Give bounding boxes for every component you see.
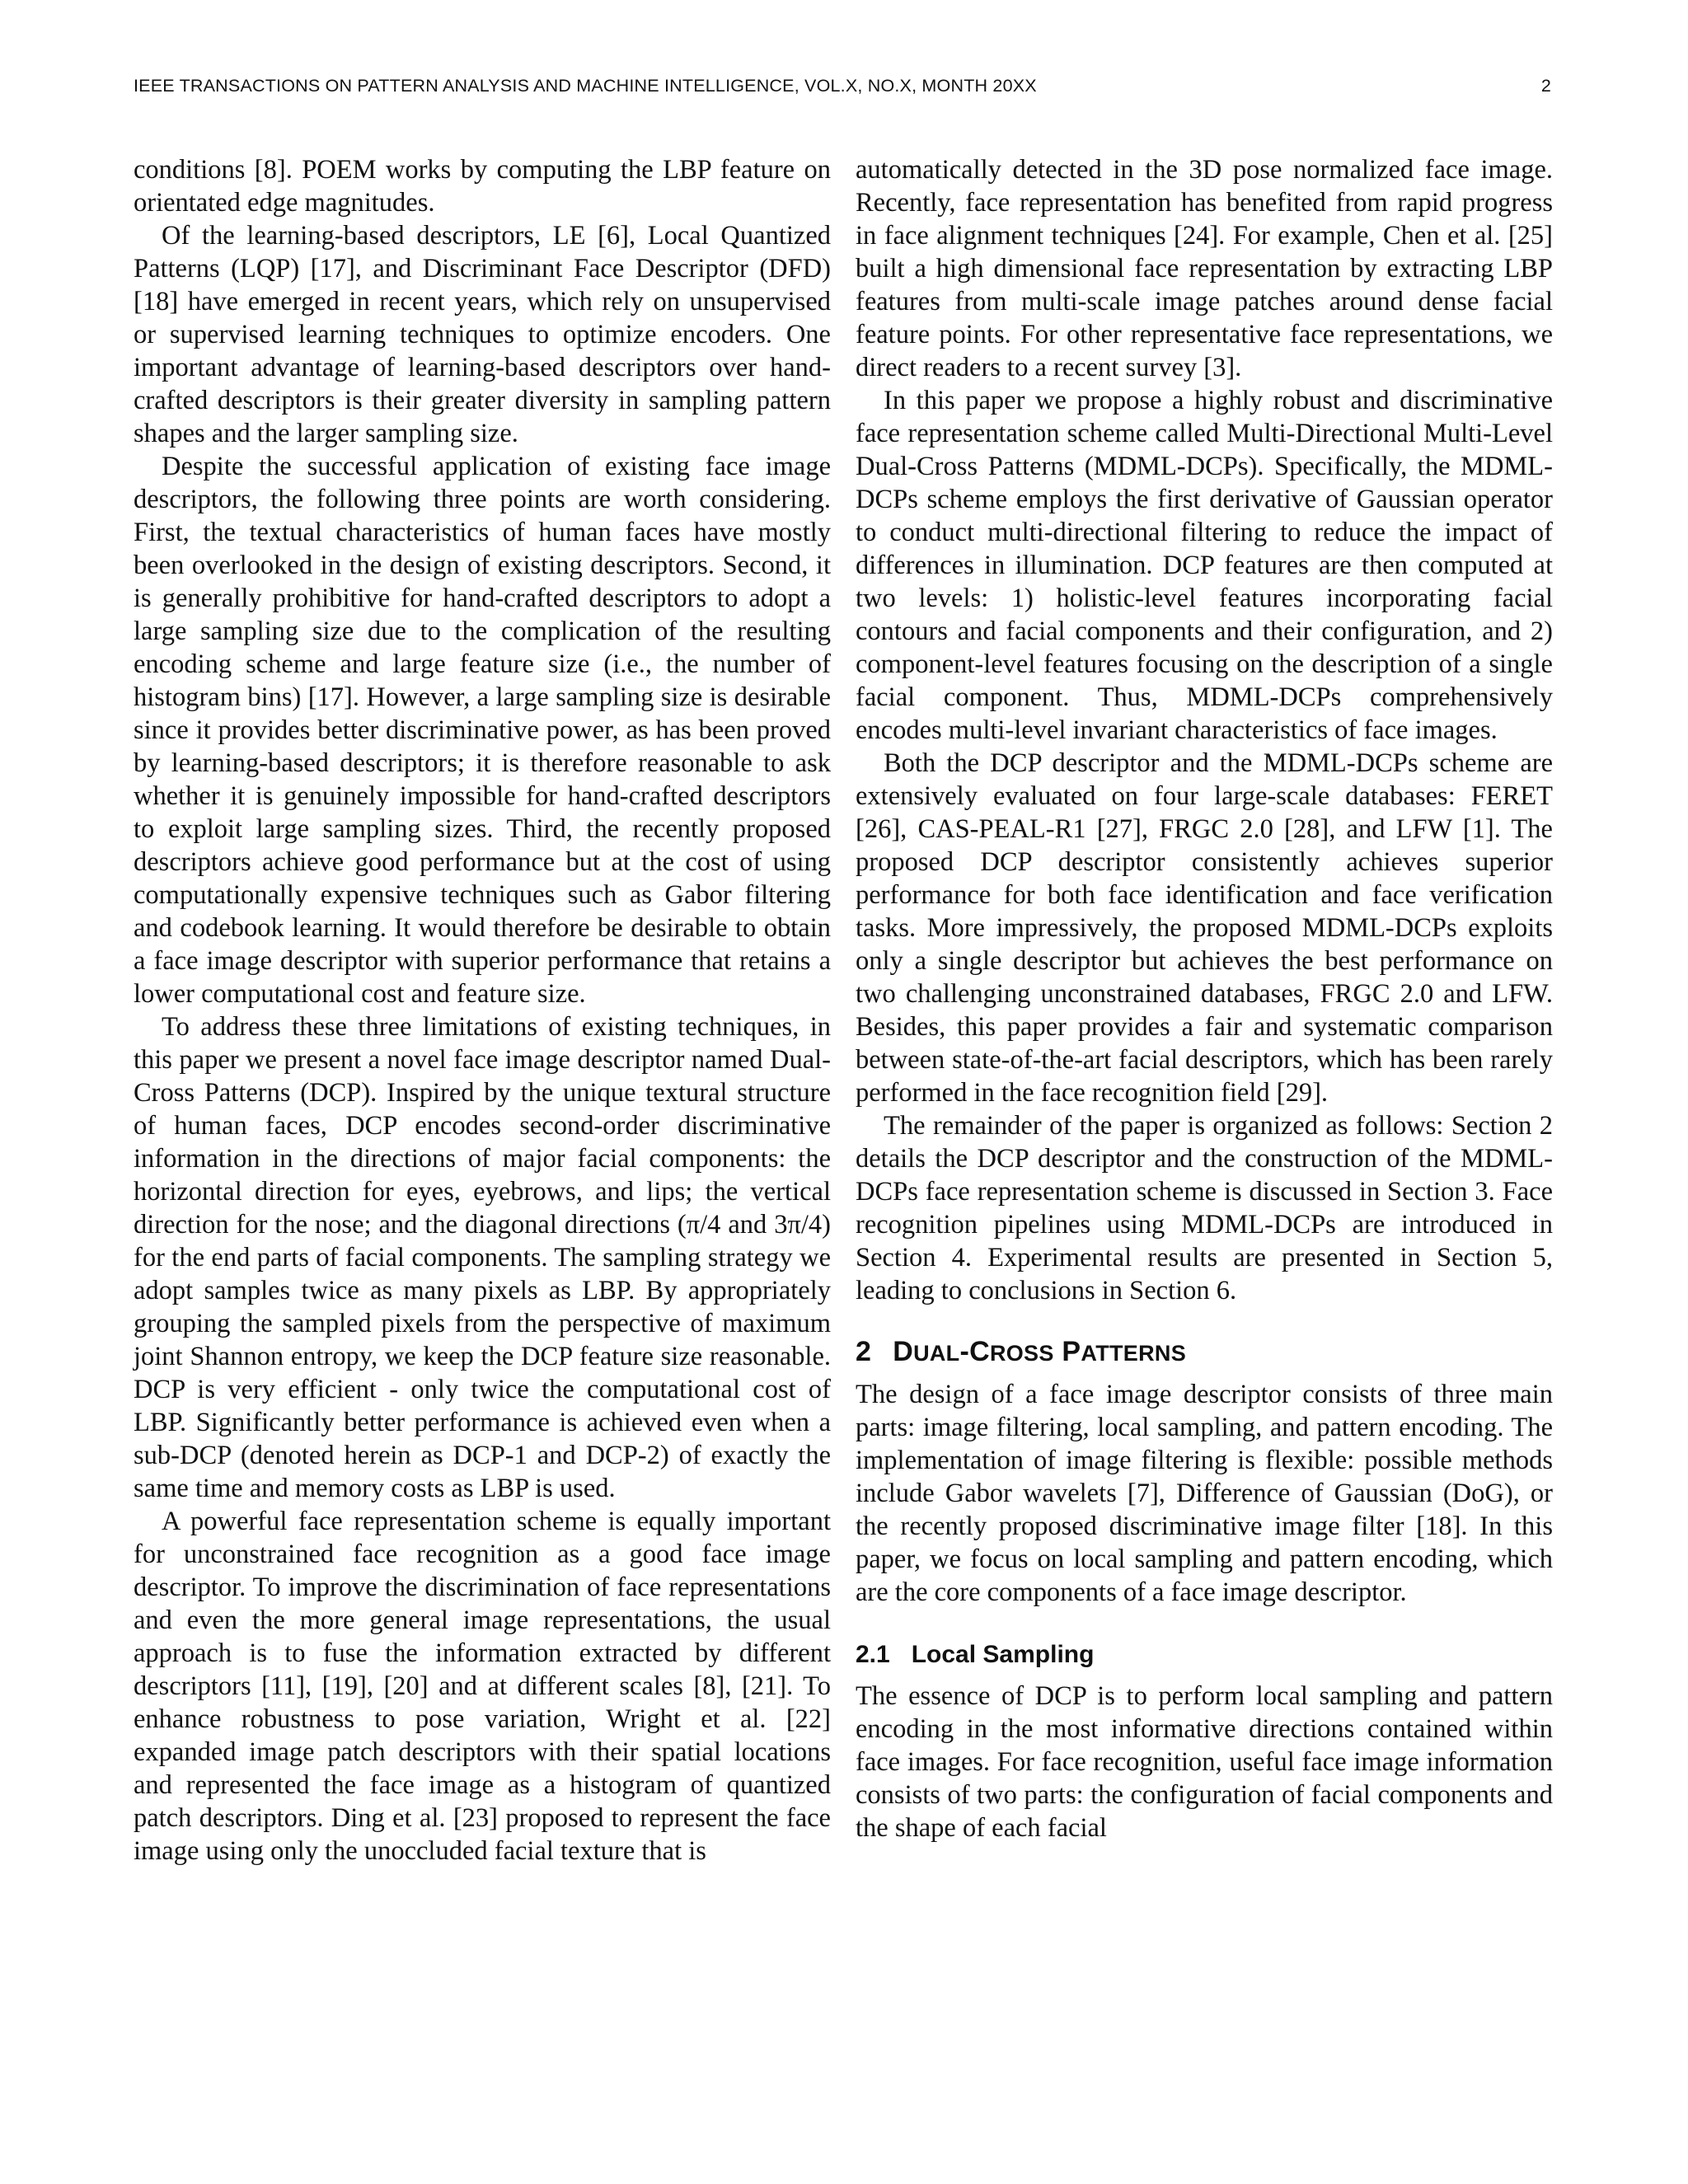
left-column [134,153,831,1868]
subsection-heading [856,1638,1553,1671]
paragraph: The design of a face image descriptor consists of three main parts: image filtering, local sampling, and pattern encoding. The implementation of image filtering is flexible: possible methods include Gabor wavelets [7], Difference of Gaussian (DoG), or the recently proposed discriminative image filter [18]. In this paper, we focus on local sampling and pattern encoding, which are the core components of a face image descriptor. [856,1380,1553,1607]
section-title-part: ROSS [989,1341,1054,1366]
running-header [134,76,1551,109]
section-title-part: ATTERNS [1081,1341,1187,1366]
section-number: 2 [856,1336,872,1367]
paragraph: In this paper we propose a highly robust and discriminative face representation scheme called Multi-Directional Multi-Level Dual-Cross Patterns (MDML-DCPs). Specifically, the MDML-DCPs scheme employs the first derivative of Gaussian operator to conduct multi-directional filtering to reduce the impact of differences in illumination. DCP features are then computed at two levels: 1) holistic-level features incorporating facial contours and facial components and their configuration, and 2) component-level features focusing on the description of a single facial component. Thus, MDML-DCPs comprehensively encodes multi-level invariant characteristics of face images. [856,386,1553,745]
subsection-number: 2.1 [856,1641,890,1668]
subsection-title: Local Sampling [911,1641,1095,1668]
paragraph: A powerful face representation scheme is equally important for unconstrained face recognition as a good face image descriptor. To improve the discrimination of face representations and even the more general image representations, the usual approach is to fuse the information extracted by different descriptors [11], [19], [20] and at different scales [8], [21]. To enhance robustness to pose variation, Wright et al. [22] expanded image patch descriptors with their spatial locations and represented the face image as a histogram of quantized patch descriptors. Ding et al. [23] proposed to represent the face image using only the unoccluded facial texture that is [134,1507,831,1866]
paragraph: Of the learning-based descriptors, LE [6], Local Quantized Patterns (LQP) [17], and Discriminant Face Descriptor (DFD) [18] have emerged in recent years, which rely on unsupervised or supervised learning techniques to optimize encoders. One important advantage of learning-based descriptors over hand-crafted descriptors is their greater diversity in sampling pattern shapes and the larger sampling size. [134,221,831,448]
paragraph: conditions [8]. POEM works by computing the LBP feature on orientated edge magnitudes. [134,155,831,218]
section-title-part: -C [959,1336,990,1367]
section-title-part: D [893,1336,914,1367]
section-title-part: P [1053,1336,1081,1367]
paragraph: The essence of DCP is to perform local sampling and pattern encoding in the most informative directions contained within face images. For face recognition, useful face image information consists of two parts: the configuration of facial components and the shape of each facial [856,1681,1553,1843]
paragraph: To address these three limitations of existing techniques, in this paper we present a novel face image descriptor named Dual-Cross Patterns (DCP). Inspired by the unique textural structure of human faces, DCP encodes second-order discriminative information in the directions of major facial components: the horizontal direction for eyes, eyebrows, and lips; the vertical direction for the nose; and the diagonal directions (π/4 and 3π/4) for the end parts of facial components. The sampling strategy we adopt samples twice as many pixels as LBP. By appropriately grouping the sampled pixels from the perspective of maximum joint Shannon entropy, we keep the DCP feature size reasonable. DCP is very efficient - only twice the computational cost of LBP. Significantly better performance is achieved even when a sub-DCP (denoted herein as DCP-1 and DCP-2) of exactly the same time and memory costs as LBP is used. [134,1012,831,1503]
page-number: 2 [1540,76,1551,96]
journal-title: IEEE TRANSACTIONS ON PATTERN ANALYSIS AND MACHINE INTELLIGENCE, VOL.X, NO.X, MONTH 20XX [134,76,1037,96]
section-heading [856,1335,1553,1370]
section-title-part: UAL [913,1341,960,1366]
right-column [856,153,1553,1844]
paragraph: Despite the successful application of existing face image descriptors, the following three points are worth considering. First, the textual characteristics of human faces have mostly been overlooked in the design of existing descriptors. Second, it is generally prohibitive for hand-crafted descriptors to adopt a large sampling size due to the complication of the resulting encoding scheme and large feature size (i.e., the number of histogram bins) [17]. However, a large sampling size is desirable since it provides better discriminative power, as has been proved by learning-based descriptors; it is therefore reasonable to ask whether it is genuinely impossible for hand-crafted descriptors to exploit large sampling sizes. Third, the recently proposed descriptors achieve good performance but at the cost of using computationally expensive techniques such as Gabor filtering and codebook learning. It would therefore be desirable to obtain a face image descriptor with superior performance that retains a lower computational cost and feature size. [134,452,831,1009]
paragraph: automatically detected in the 3D pose normalized face image. Recently, face representation has benefited from rapid progress in face alignment techniques [24]. For example, Chen et al. [25] built a high dimensional face representation by extracting LBP features from multi-scale image patches around dense facial feature points. For other representative face representations, we direct readers to a recent survey [3]. [856,155,1553,382]
paragraph: Both the DCP descriptor and the MDML-DCPs scheme are extensively evaluated on four large-scale databases: FERET [26], CAS-PEAL-R1 [27], FRGC 2.0 [28], and LFW [1]. The proposed DCP descriptor consistently achieves superior performance for both face identification and face verification tasks. More impressively, the proposed MDML-DCPs exploits only a single descriptor but achieves the best performance on two challenging unconstrained databases, FRGC 2.0 and LFW. Besides, this paper provides a fair and systematic comparison between state-of-the-art facial descriptors, which has been rarely performed in the face recognition field [29]. [856,748,1553,1108]
paragraph: The remainder of the paper is organized as follows: Section 2 details the DCP descriptor and the construction of the MDML-DCPs face representation scheme is discussed in Section 3. Face recognition pipelines using MDML-DCPs are introduced in Section 4. Experimental results are presented in Section 5, leading to conclusions in Section 6. [856,1111,1553,1305]
